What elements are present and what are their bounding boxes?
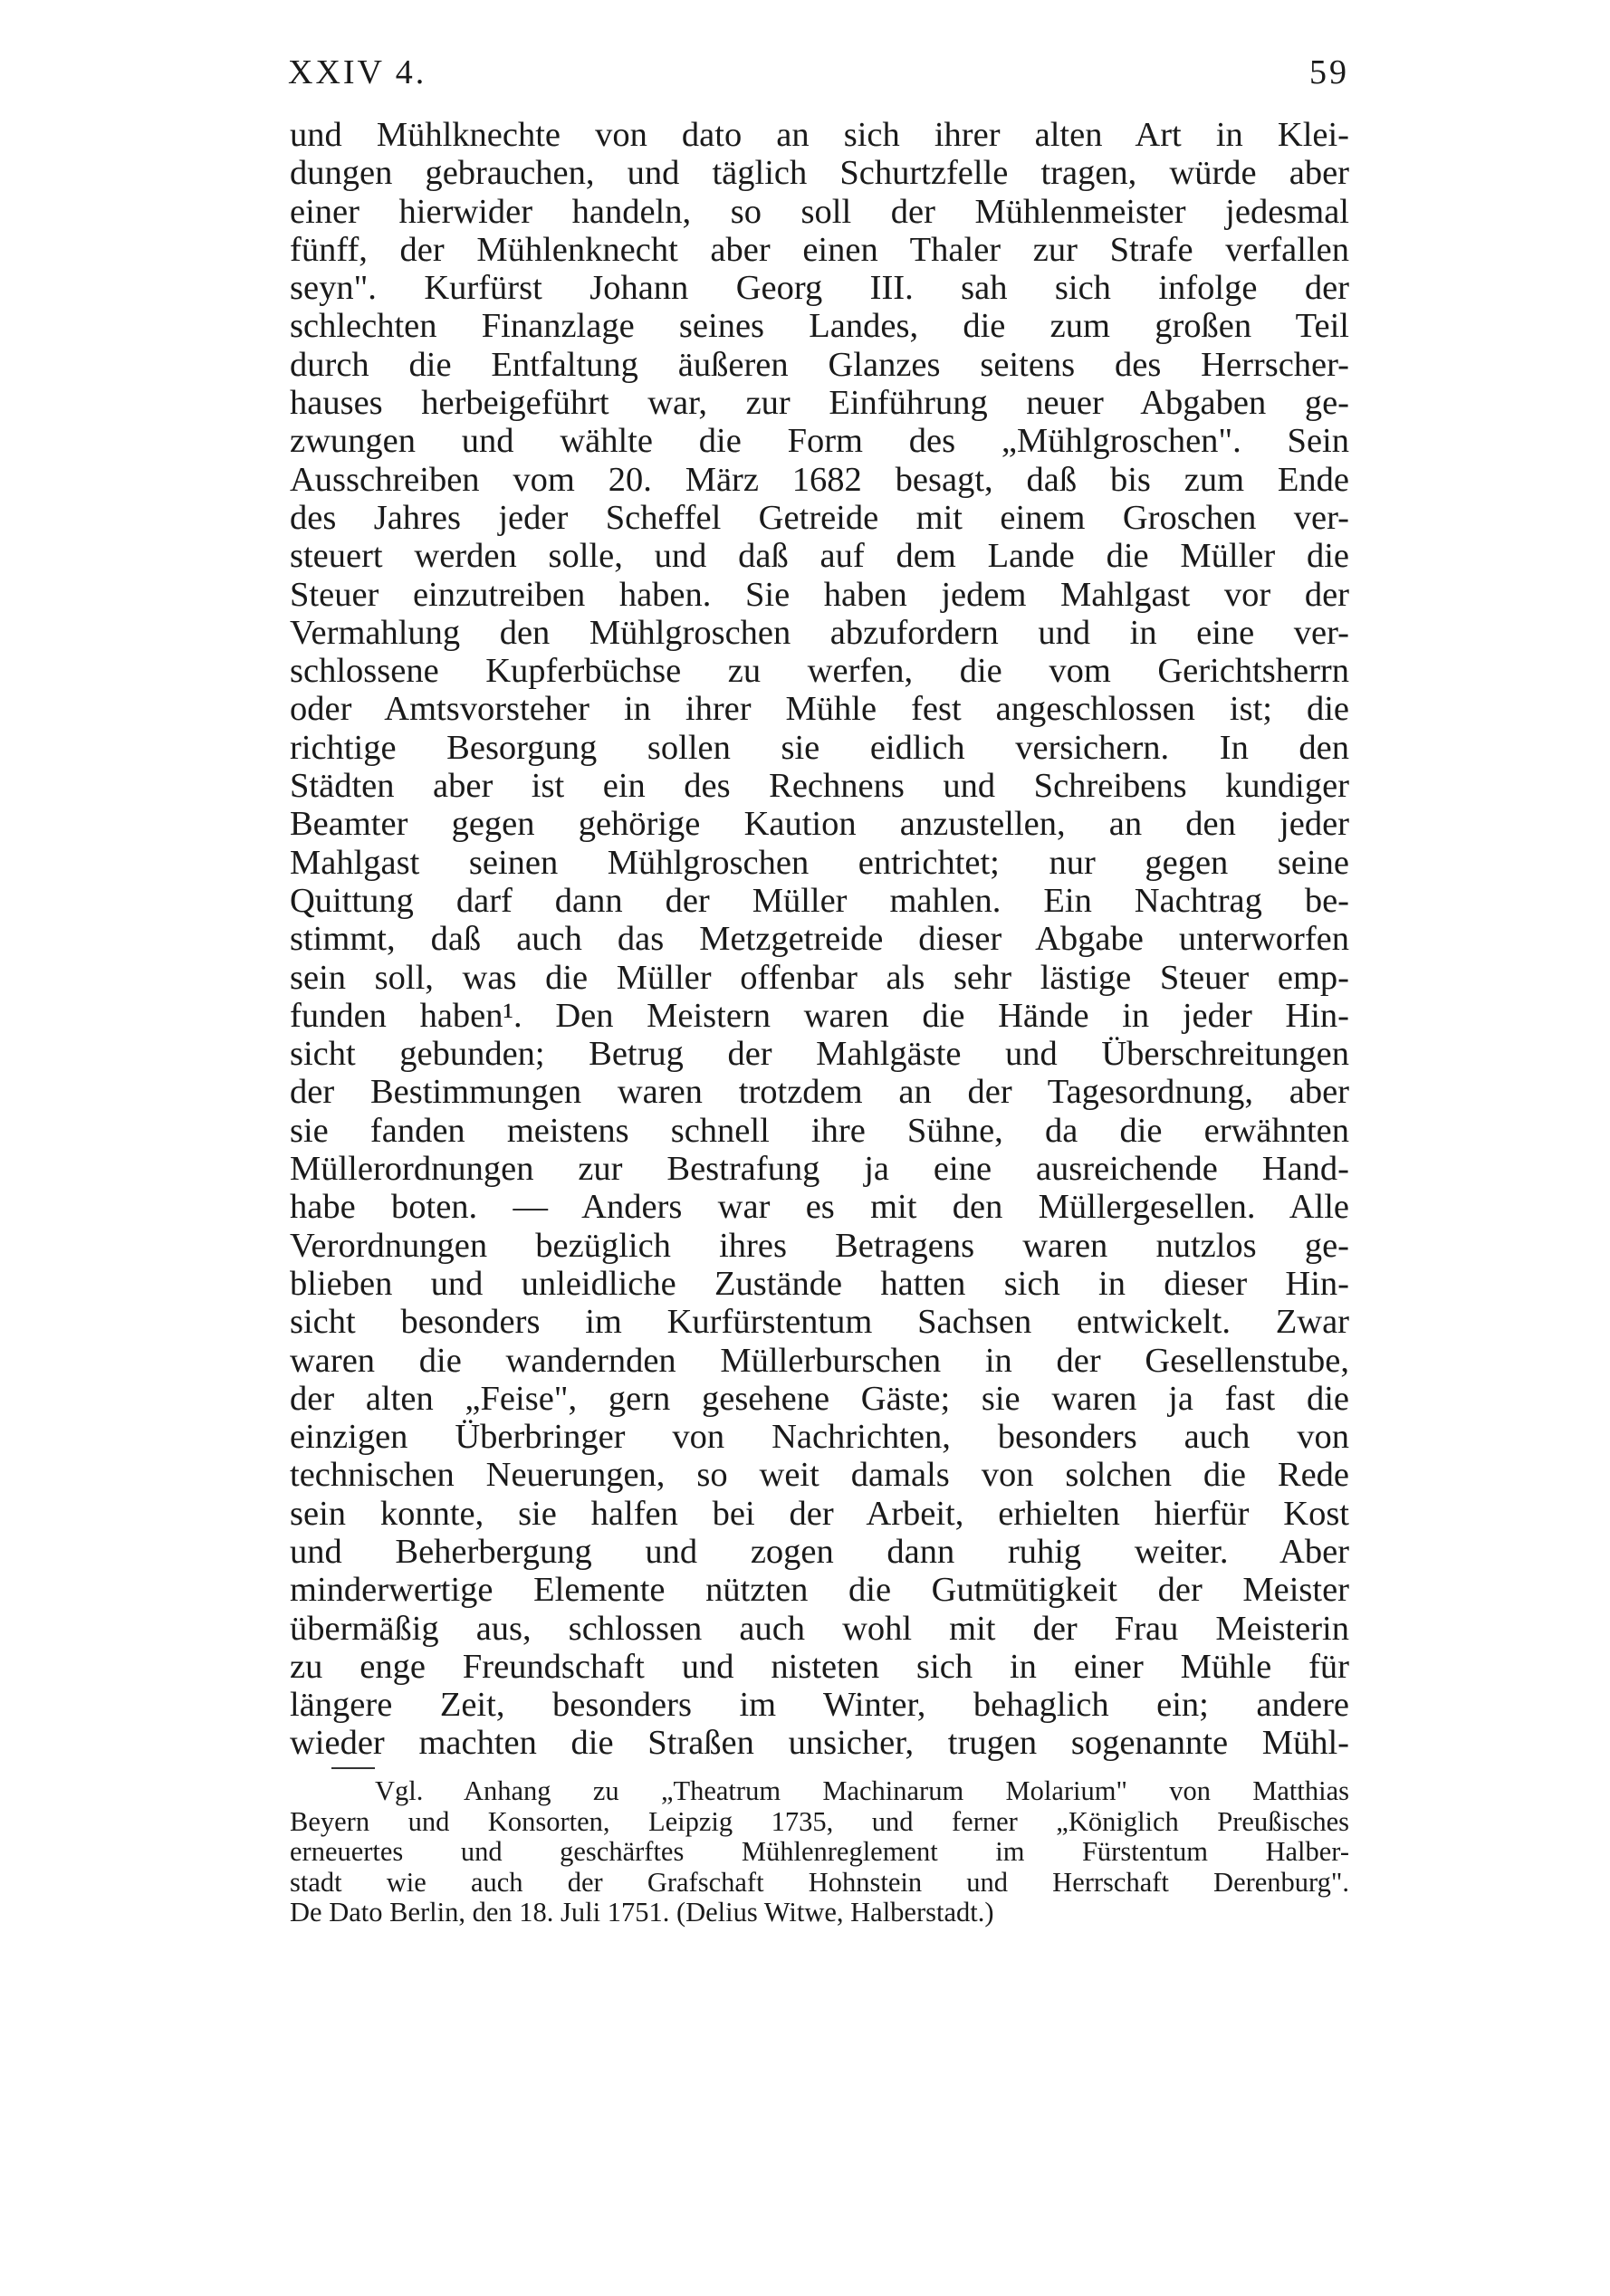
page-header: [288, 53, 1349, 103]
text-line: einzigen Überbringer von Nachrichten, besonders auch von: [290, 1418, 1349, 1457]
footnote-line: De Dato Berlin, den 18. Juli 1751. (Delius Witwe, Halberstadt.): [290, 1898, 994, 1928]
text-line: Vermahlung den Mühlgroschen abzufordern und in eine ver-: [290, 613, 1349, 652]
text-line: sicht besonders im Kurfürstentum Sachsen entwickelt. Zwar: [290, 1303, 1349, 1342]
text-line: Quittung darf dann der Müller mahlen. Ein Nachtrag be-: [290, 881, 1349, 920]
text-line: zu enge Freundschaft und nisteten sich in einer Mühle für: [290, 1647, 1349, 1686]
body-text: [290, 116, 1349, 1763]
footnote-rule: [331, 1767, 375, 1769]
text-line: und Beherbergung und zogen dann ruhig weiter. Aber: [290, 1532, 1349, 1571]
text-line: durch die Entfaltung äußeren Glanzes seitens des Herrscher-: [290, 345, 1349, 384]
text-line: Ausschreiben vom 20. März 1682 besagt, daß bis zum Ende: [290, 460, 1349, 499]
text-line: längere Zeit, besonders im Winter, behaglich ein; andere: [290, 1686, 1349, 1725]
text-line: einer hierwider handeln, so soll der Mühlenmeister jedesmal: [290, 192, 1349, 231]
text-line: der Bestimmungen waren trotzdem an der Tagesordnung, aber: [290, 1073, 1349, 1112]
text-line: waren die wandernden Müllerburschen in der Gesellenstube,: [290, 1341, 1349, 1380]
signature-mark: XXIV 4.: [288, 53, 427, 91]
text-line: Mahlgast seinen Mühlgroschen entrichtet; nur gegen seine: [290, 843, 1349, 882]
text-line: sie fanden meistens schnell ihre Sühne, da die erwähnten: [290, 1111, 1349, 1150]
text-line: funden haben¹. Den Meistern waren die Hände in jeder Hin-: [290, 996, 1349, 1035]
text-line: richtige Besorgung sollen sie eidlich versichern. In den: [290, 728, 1349, 767]
footnote-line: erneuertes und geschärftes Mühlenreglement im Fürstentum Halber-: [290, 1837, 1349, 1867]
footnote-line: Beyern und Konsorten, Leipzig 1735, und ferner „Königlich Preußisches: [290, 1806, 1349, 1837]
text-line: technischen Neuerungen, so weit damals von solchen die Rede: [290, 1456, 1349, 1495]
text-line: habe boten. — Anders war es mit den Müllergesellen. Alle: [290, 1188, 1349, 1227]
text-line: Müllerordnungen zur Bestrafung ja eine ausreichende Hand-: [290, 1150, 1349, 1189]
text-line: sein soll, was die Müller offenbar als sehr lästige Steuer emp-: [290, 958, 1349, 997]
text-line: fünff, der Mühlenknecht aber einen Thaler zur Strafe verfallen: [290, 230, 1349, 269]
text-line: Beamter gegen gehörige Kaution anzustellen, an den jeder: [290, 805, 1349, 844]
text-line: übermäßig aus, schlossen auch wohl mit der Frau Meisterin: [290, 1609, 1349, 1648]
text-line: schlechten Finanzlage seines Landes, die zum großen Teil: [290, 307, 1349, 346]
text-line: dungen gebrauchen, und täglich Schurtzfelle tragen, würde aber: [290, 154, 1349, 193]
text-line: der alten „Feise", gern gesehene Gäste; sie waren ja fast die: [290, 1379, 1349, 1418]
text-line: schlossene Kupferbüchse zu werfen, die vom Gerichtsherrn: [290, 652, 1349, 691]
text-line: hauses herbeigeführt war, zur Einführung neuer Abgaben ge-: [290, 384, 1349, 423]
text-line: wieder machten die Straßen unsicher, trugen sogenannte Mühl-: [290, 1724, 1349, 1763]
text-line: und Mühlknechte von dato an sich ihrer alten Art in Klei-: [290, 116, 1349, 154]
page-number: 59: [1309, 53, 1349, 91]
text-line: Verordnungen bezüglich ihres Betragens waren nutzlos ge-: [290, 1226, 1349, 1265]
footnote: [290, 1776, 1349, 1928]
footnote-line: Vgl. Anhang zu „Theatrum Machinarum Molarium" von Matthias: [375, 1776, 1349, 1806]
text-line: Städten aber ist ein des Rechnens und Schreibens kundiger: [290, 767, 1349, 806]
text-line: minderwertige Elemente nützten die Gutmütigkeit der Meister: [290, 1571, 1349, 1610]
text-line: Steuer einzutreiben haben. Sie haben jedem Mahlgast vor der: [290, 575, 1349, 614]
footnote-line: stadt wie auch der Grafschaft Hohnstein und Herrschaft Derenburg".: [290, 1867, 1349, 1898]
text-line: blieben und unleidliche Zustände hatten sich in dieser Hin-: [290, 1264, 1349, 1303]
text-line: seyn". Kurfürst Johann Georg III. sah sich infolge der: [290, 269, 1349, 308]
text-line: sein konnte, sie halfen bei der Arbeit, erhielten hierfür Kost: [290, 1494, 1349, 1533]
text-line: oder Amtsvorsteher in ihrer Mühle fest angeschlossen ist; die: [290, 690, 1349, 729]
text-line: sicht gebunden; Betrug der Mahlgäste und Überschreitungen: [290, 1035, 1349, 1074]
text-line: zwungen und wählte die Form des „Mühlgroschen". Sein: [290, 422, 1349, 461]
text-line: stimmt, daß auch das Metzgetreide dieser Abgabe unterworfen: [290, 920, 1349, 959]
text-line: steuert werden solle, und daß auf dem Lande die Müller die: [290, 537, 1349, 576]
text-line: des Jahres jeder Scheffel Getreide mit einem Groschen ver-: [290, 498, 1349, 537]
